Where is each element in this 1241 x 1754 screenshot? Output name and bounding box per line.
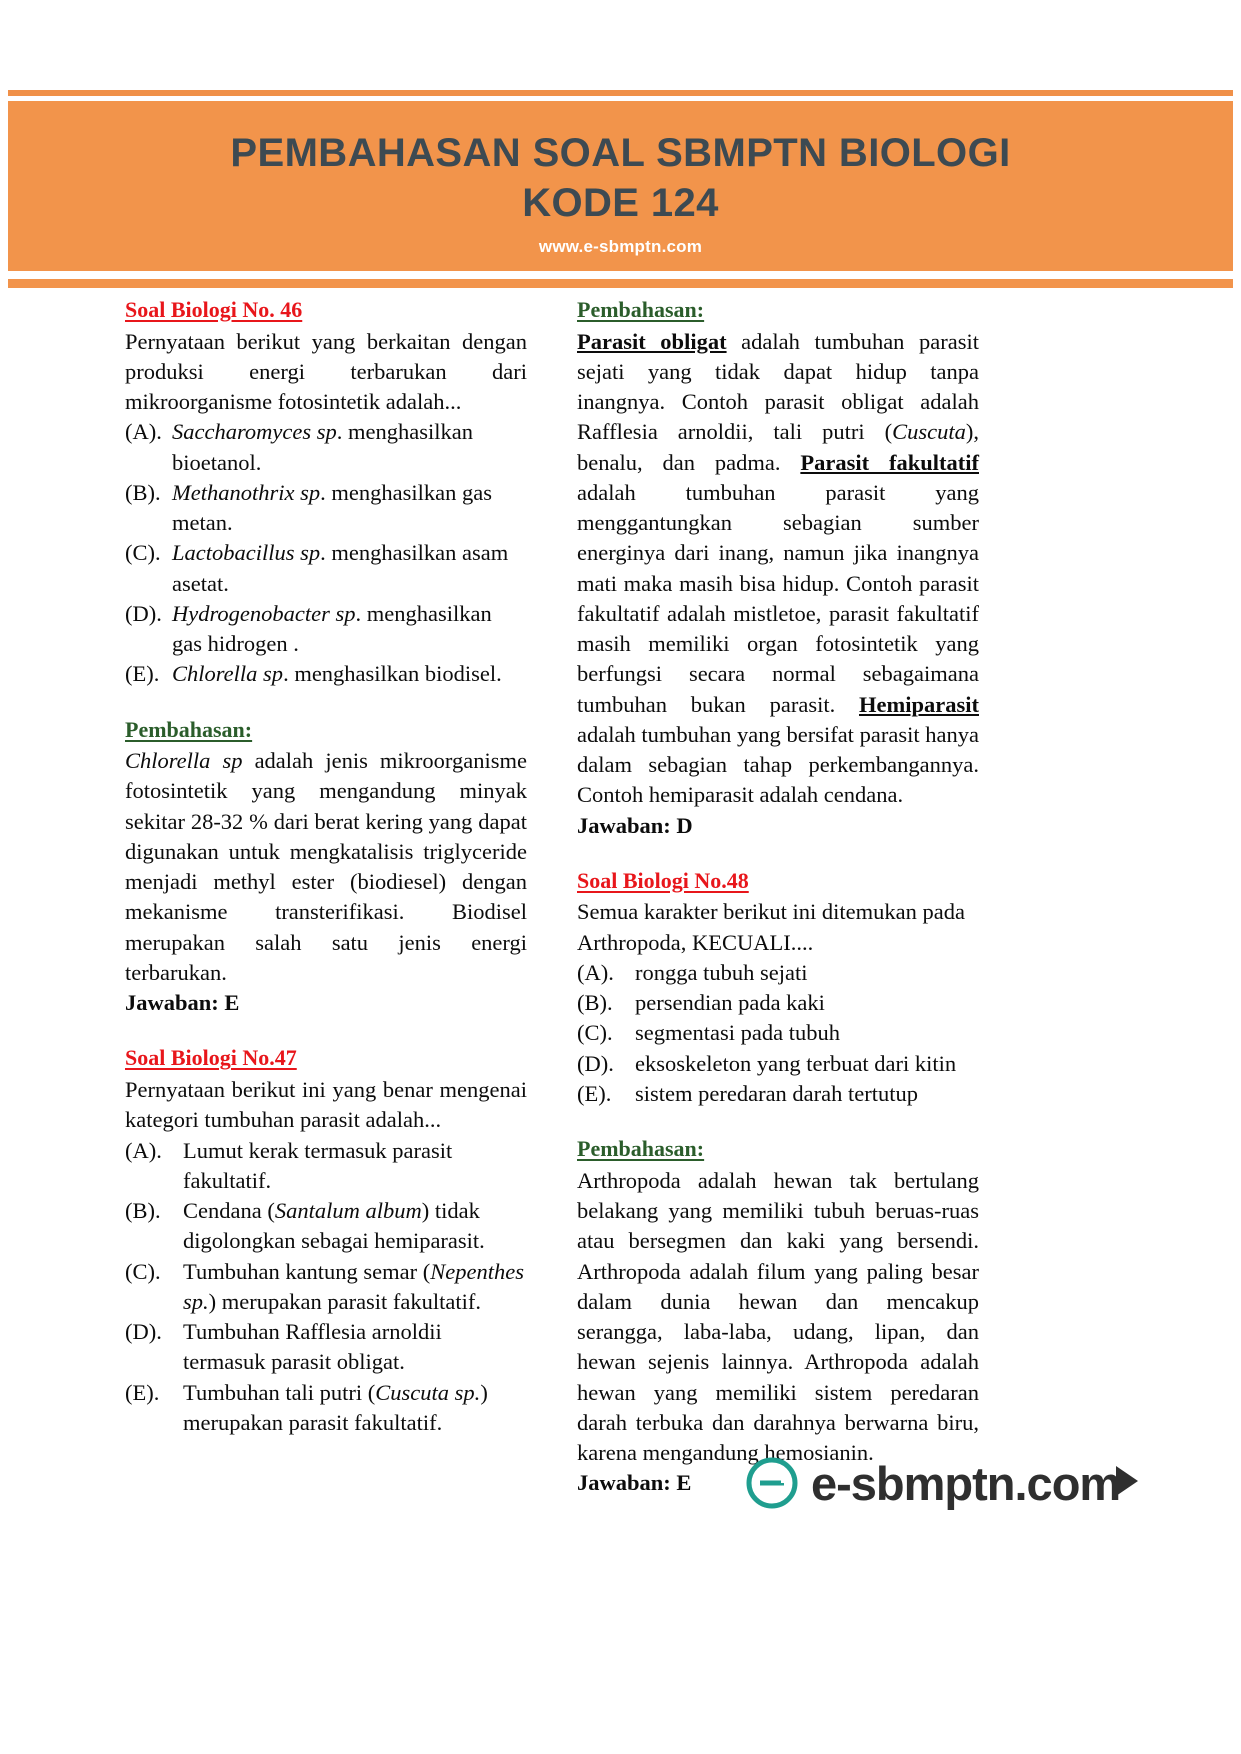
option-pre: Tumbuhan kantung semar ( xyxy=(183,1258,431,1284)
option-row xyxy=(577,1079,979,1109)
option-label: (D). xyxy=(125,1319,162,1345)
option-label: (A). xyxy=(125,419,162,445)
page-title-line1: PEMBAHASAN SOAL SBMPTN BIOLOGI xyxy=(230,131,1011,175)
option-species: Methanothrix sp xyxy=(172,479,321,505)
header-top-whitespace xyxy=(0,0,1241,90)
discussion-47-block xyxy=(577,296,979,841)
option-pre: Lumut kerak termasuk parasit fakultatif. xyxy=(183,1137,453,1193)
option-pre: Tumbuhan tali putri ( xyxy=(183,1379,376,1405)
option-row xyxy=(125,417,527,478)
option-label: (E). xyxy=(125,661,160,687)
option-rest: . menghasilkan gas metan. xyxy=(172,479,492,536)
term-parasit-obligat: Parasit obligat xyxy=(577,328,727,354)
option-label: (B). xyxy=(125,479,161,505)
option-row xyxy=(125,659,527,689)
option-text xyxy=(183,1136,527,1197)
discussion-48-body: Arthropoda adalah hewan tak bertulang belakang yang memiliki tubuh beruas-ruas atau bersegmen dan kaki yang bersendi. Arthropoda adalah filum yang paling besar dalam dunia hewan dan mencakup serangga, laba-laba, udang, lipan, dan hewan sejenis lainnya. Arthropoda adalah hewan yang memiliki sistem peredaran darah terbuka dan darahnya berwarna biru, karena mengandung hemosianin. xyxy=(577,1167,979,1466)
discussion-body-text: adalah jenis mikroorganisme fotosintetik yang mengandung minyak sekitar 28-32 % dari berat kering yang dapat digunakan untuk mengkatalisis triglyceride menjadi methyl ester (biodiesel) dengan mekanisme transterifikasi. Biodisel merupakan salah satu jenis energi terbarukan. xyxy=(125,748,527,985)
right-column xyxy=(577,296,979,1499)
option-text: persendian pada kaki xyxy=(635,990,825,1016)
option-label: (C). xyxy=(125,540,161,566)
option-text xyxy=(183,1196,527,1257)
option-text xyxy=(183,1378,527,1439)
page-title xyxy=(191,129,1051,228)
document-body xyxy=(0,296,1241,1499)
term-hemiparasit: Hemiparasit xyxy=(859,691,979,717)
option-label: (C). xyxy=(577,1020,613,1046)
left-column xyxy=(125,296,527,1499)
header-rule-bottom xyxy=(8,279,1233,288)
option-text xyxy=(172,659,527,689)
option-italic: Nepenthes sp. xyxy=(183,1258,525,1314)
genus-cuscuta: Cuscuta xyxy=(892,419,966,445)
footer-logo-text xyxy=(811,1456,1121,1510)
option-pre: Cendana ( xyxy=(183,1198,275,1224)
option-row xyxy=(125,478,527,539)
option-species: Saccharomyces sp xyxy=(172,419,337,445)
option-row xyxy=(577,1018,979,1048)
option-label: (E). xyxy=(577,1080,612,1106)
option-species: Hydrogenobacter sp xyxy=(172,600,356,626)
option-row xyxy=(125,599,527,660)
footer-logo-label: e-sbmptn.com xyxy=(811,1456,1121,1510)
question-47-heading: Soal Biologi No.47 xyxy=(125,1045,297,1071)
question-48-stem: Semua karakter berikut ini ditemukan pada Arthropoda, KECUALI.... xyxy=(577,899,965,955)
e-circle-icon xyxy=(745,1456,799,1510)
option-label: (D). xyxy=(577,1050,614,1076)
option-row xyxy=(125,1378,527,1439)
answer-47: Jawaban: D xyxy=(577,812,693,838)
option-label: (E). xyxy=(125,1379,160,1405)
question-47-block xyxy=(125,1044,527,1438)
option-post: ) merupakan parasit fakultatif. xyxy=(208,1288,482,1314)
option-row xyxy=(577,1049,979,1079)
question-46-block xyxy=(125,296,527,1018)
option-label: (C). xyxy=(125,1258,161,1284)
option-rest: . menghasilkan biodisel. xyxy=(283,661,502,687)
option-text xyxy=(172,599,527,660)
option-italic: Santalum album xyxy=(274,1198,422,1224)
option-text xyxy=(172,538,527,599)
header-banner xyxy=(8,101,1233,271)
block-spacer xyxy=(577,841,979,867)
option-label: (B). xyxy=(577,990,613,1016)
option-species: Lactobacillus sp xyxy=(172,540,321,566)
term-parasit-fakultatif: Parasit fakultatif xyxy=(800,449,979,475)
block-spacer xyxy=(125,1018,527,1044)
option-text xyxy=(183,1257,527,1318)
option-row xyxy=(125,1196,527,1257)
discussion-segment-3: adalah tumbuhan parasit yang menggantungkan sebagian sumber energinya dari inang, namun jika inangnya mati maka masih bisa hidup. Contoh parasit fakultatif adalah mistletoe, parasit fakultatif masih memiliki organ fotosintetik yang berfungsi secara normal sebagaimana tumbuhan bukan parasit. xyxy=(577,479,979,717)
option-row xyxy=(125,538,527,599)
discussion-46-heading: Pembahasan: xyxy=(125,716,253,742)
option-row xyxy=(125,1136,527,1197)
discussion-segment-2: ), benalu, dan padma. xyxy=(577,419,979,475)
option-post: ) merupakan parasit fakultatif. xyxy=(183,1379,488,1435)
option-text xyxy=(172,478,527,539)
question-46-stem: Pernyataan berikut yang berkaitan dengan produksi energi terbarukan dari mikroorganisme fotosintetik adalah... xyxy=(125,328,527,415)
option-row xyxy=(577,988,979,1018)
footer-logo xyxy=(745,1456,1120,1510)
question-48-heading: Soal Biologi No.48 xyxy=(577,867,749,893)
option-rest: . menghasilkan asam asetat. xyxy=(172,540,509,596)
block-spacer xyxy=(125,690,527,716)
option-row xyxy=(577,958,979,988)
answer-48: Jawaban: E xyxy=(577,1470,692,1496)
answer-46: Jawaban: E xyxy=(125,990,240,1016)
option-row xyxy=(125,1257,527,1318)
discussion-lead-species: Chlorella sp xyxy=(125,748,243,774)
option-rest: . menghasilkan bioetanol. xyxy=(172,419,473,475)
discussion-segment-1: adalah tumbuhan parasit sejati yang tidak dapat hidup tanpa inangnya. Contoh parasit obligat adalah Rafflesia arnoldii, tali putri ( xyxy=(577,328,979,445)
option-text xyxy=(172,417,527,478)
option-text: eksoskeleton yang terbuat dari kitin xyxy=(635,1050,957,1076)
option-post: ) tidak digolongkan sebagai hemiparasit. xyxy=(183,1198,485,1254)
option-pre: Tumbuhan Rafflesia arnoldii termasuk parasit obligat. xyxy=(183,1319,442,1375)
option-italic: Cuscuta sp. xyxy=(375,1379,481,1405)
arrow-right-icon xyxy=(1116,1466,1138,1496)
question-47-stem: Pernyataan berikut ini yang benar mengenai kategori tumbuhan parasit adalah... xyxy=(125,1077,527,1133)
option-row xyxy=(125,1317,527,1378)
site-url-subtitle: www.e-sbmptn.com xyxy=(538,237,703,257)
question-46-heading: Soal Biologi No. 46 xyxy=(125,297,303,322)
discussion-47-body xyxy=(577,327,979,811)
question-48-block xyxy=(577,867,979,1499)
option-rest: . menghasilkan gas hidrogen . xyxy=(172,600,492,657)
option-label: (A). xyxy=(125,1137,162,1163)
option-label: (A). xyxy=(577,959,614,985)
discussion-segment-4: adalah tumbuhan yang bersifat parasit hanya dalam sebagian tahap perkembangannya. Contoh hemiparasit adalah cendana. xyxy=(577,721,979,808)
block-spacer xyxy=(577,1109,979,1135)
option-label: (D). xyxy=(125,600,162,626)
page-header xyxy=(0,0,1241,288)
option-text xyxy=(183,1317,527,1378)
option-label: (B). xyxy=(125,1198,161,1224)
option-text: sistem peredaran darah tertutup xyxy=(635,1080,919,1106)
option-text: rongga tubuh sejati xyxy=(635,959,808,985)
header-bottom-gap xyxy=(8,271,1233,279)
discussion-48-heading: Pembahasan: xyxy=(577,1136,705,1162)
option-species: Chlorella sp xyxy=(172,661,284,687)
page-title-line2: KODE 124 xyxy=(522,180,719,225)
discussion-46-body xyxy=(125,746,527,988)
discussion-47-heading: Pembahasan: xyxy=(577,297,705,322)
option-text: segmentasi pada tubuh xyxy=(635,1020,840,1046)
